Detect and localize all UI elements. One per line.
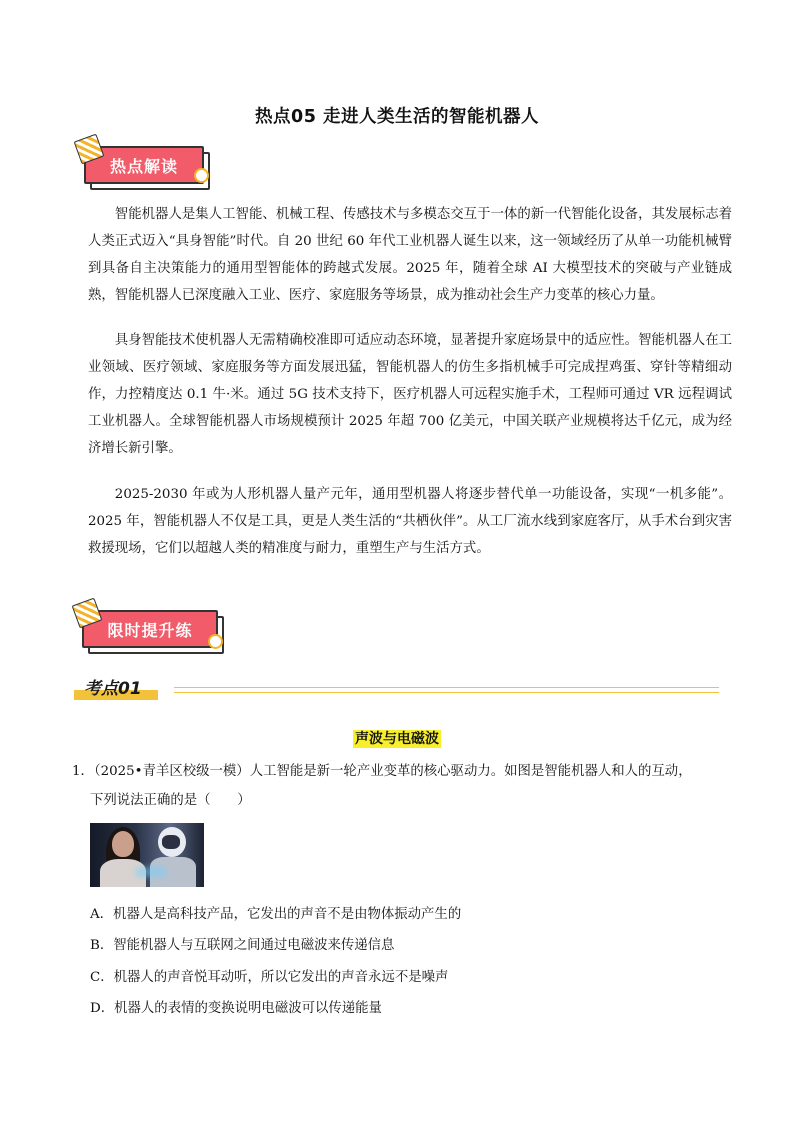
ring-decoration-icon: [194, 168, 209, 183]
paragraph-1: 智能机器人是集人工智能、机械工程、传感技术与多模态交互于一体的新一代智能化设备，其发展标志着人类正式迈入“具身智能”时代。自 20 世纪 60 年代工业机器人诞生以来，这一领域经历了从单一功能机械臂到具备自主决策能力的通用型智能体的跨越式发展。2025 年，随着全球 AI 大模型技术的突破与产业链成熟，智能机器人已深度融入工业、医疗、家庭服务等场景，成为推动社会生产力变革的核心力量。: [88, 207, 732, 303]
paragraph-3: 2025-2030 年或为人形机器人量产元年，通用型机器人将逐步替代单一功能设备，实现“一机多能”。2025 年，智能机器人不仅是工具，更是人类生活的“共栖伙伴”。从工厂流水线到家庭客厅，从手术台到灾害救援现场，它们以超越人类的精准度与耐力，重塑生产与生活方式。: [88, 487, 732, 556]
banner-label: 热点解读: [109, 156, 178, 176]
option-c: C．机器人的声音悦耳动听，所以它发出的声音永远不是噪声: [90, 970, 449, 985]
page-title: 热点05 走进人类生活的智能机器人: [255, 107, 539, 127]
question-stem-line1: 1．（2025•青羊区校级一模）人工智能是新一轮产业变革的核心驱动力。如图是智能机器人和人的互动，: [72, 764, 692, 779]
ring-decoration-icon: [208, 634, 223, 649]
subheading: [0, 728, 794, 748]
paragraph-2: 具身智能技术使机器人无需精确校准即可适应动态环境，显著提升家庭场景中的适应性。智能机器人在工业领域、医疗领域、家庭服务等方面发展迅猛，智能机器人的仿生多指机械手可完成捏鸡蛋、穿针等精细动作，力控精度达 0.1 牛·米。通过 5G 技术支持下，医疗机器人可远程实施手术，工程师可通过 VR 远程调试工业机器人。全球智能机器人市场规模预计 2025 年超 700 亿美元，中国关联产业规模将达千亿元，成为经济增长新引擎。: [88, 333, 732, 456]
kaodian-label: 考点01: [74, 678, 158, 700]
robot-interaction-image: [90, 823, 204, 887]
section-banner-practice: [82, 610, 218, 648]
option-d: D．机器人的表情的变换说明电磁波可以传递能量: [90, 1001, 382, 1016]
option-a: A．机器人是高科技产品，它发出的声音不是由物体振动产生的: [90, 907, 462, 922]
divider: [174, 692, 719, 693]
kaodian-header: [74, 678, 719, 702]
section-banner-hotspot: [84, 146, 204, 184]
question-stem-line2: 下列说法正确的是（ ）: [90, 793, 251, 808]
divider: [174, 687, 719, 688]
option-b: B．智能机器人与互联网之间通过电磁波来传递信息: [90, 938, 395, 953]
banner-label: 限时提升练: [107, 620, 193, 640]
subheading-text: 声波与电磁波: [355, 731, 439, 747]
